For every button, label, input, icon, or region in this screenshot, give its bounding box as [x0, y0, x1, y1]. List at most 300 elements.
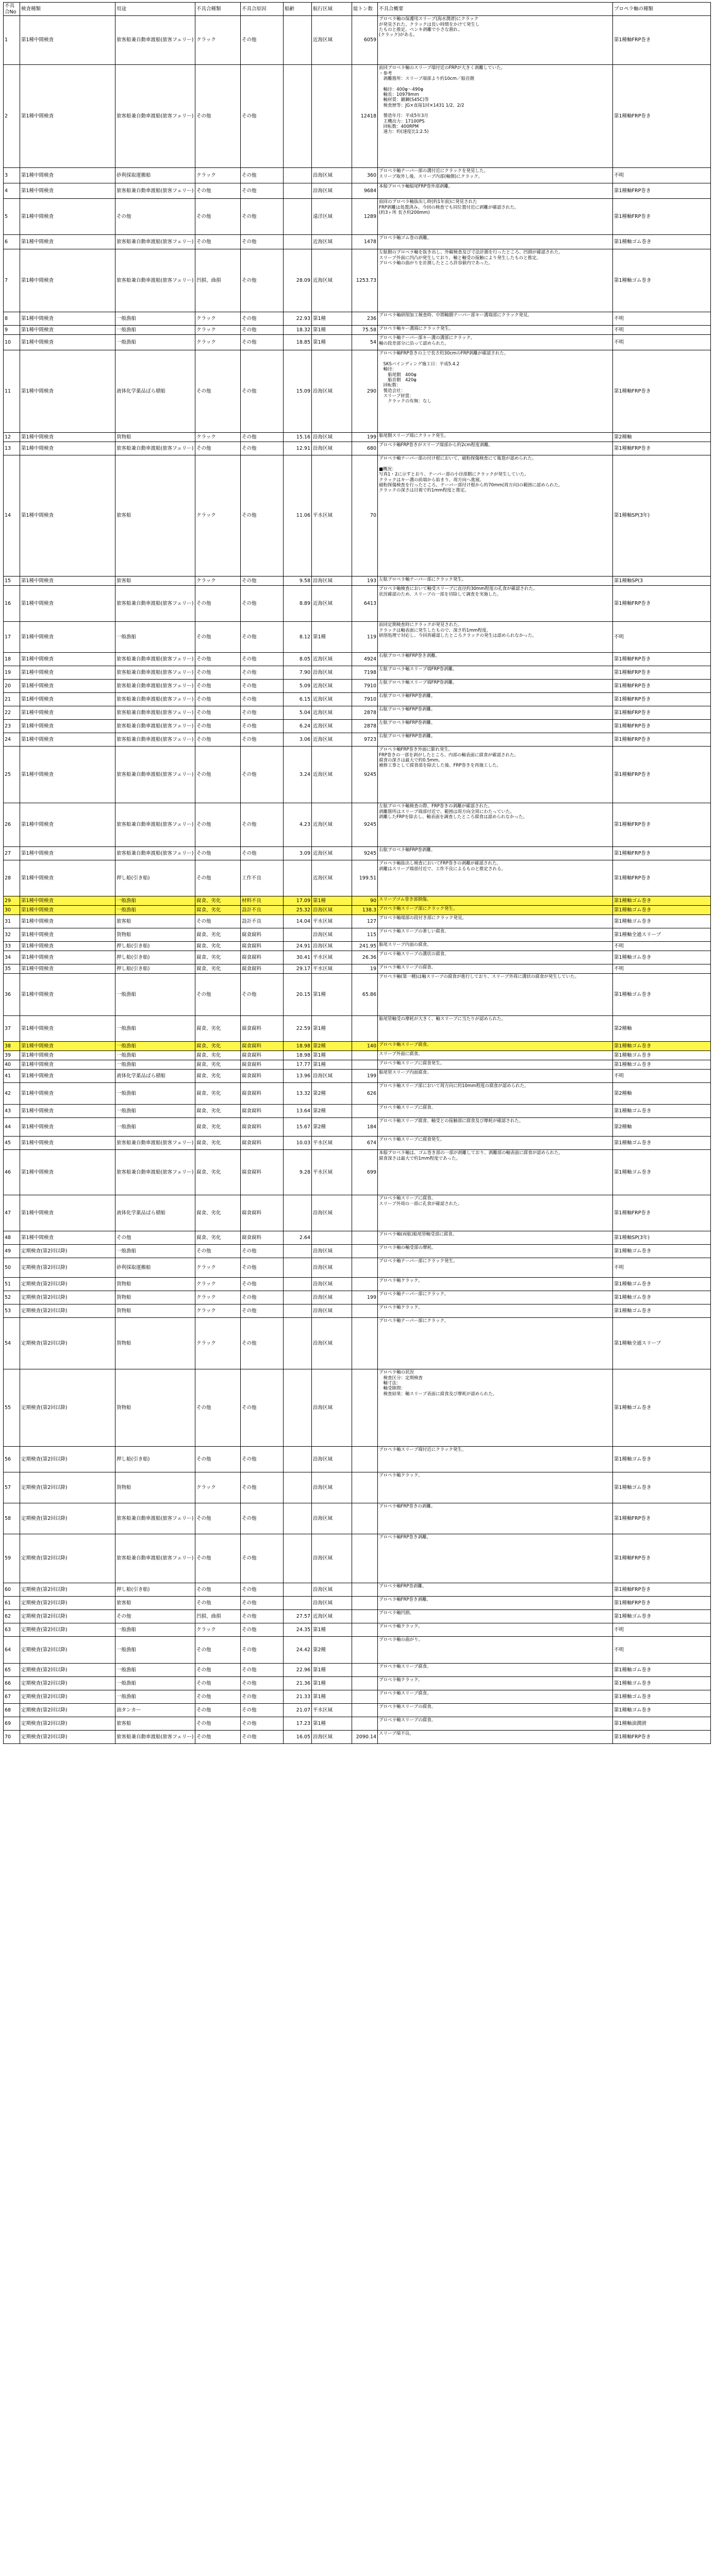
- cell-defect-summary: プロペラ軸FRP巻きの剥離。: [378, 1503, 613, 1534]
- table-row: [4, 1369, 711, 1447]
- cell-navigation-area: 第2種: [312, 1083, 352, 1105]
- cell-shaft-type: 第1種軸ゴム巻き: [613, 896, 711, 906]
- cell-no: 65: [4, 1664, 20, 1677]
- cell-defect-type: 腐食、劣化: [195, 964, 241, 974]
- cell-use: 液体化学薬品ばら積船: [115, 1070, 195, 1083]
- cell-gross-tonnage: 140: [352, 1042, 378, 1051]
- cell-defect-cause: その他: [241, 1623, 284, 1637]
- cell-navigation-area: 第2種: [312, 1118, 352, 1137]
- cell-ship-age: 21.33: [284, 1690, 312, 1704]
- table-row: [4, 1060, 711, 1070]
- cell-no: 4: [4, 183, 20, 199]
- cell-navigation-area: 第2種: [312, 1042, 352, 1051]
- cell-no: 2: [4, 65, 20, 168]
- table-row: [4, 706, 711, 720]
- cell-inspection-type: 第1種中間検査: [20, 706, 115, 720]
- table-row: [4, 326, 711, 335]
- cell-use: その他: [115, 1610, 195, 1623]
- cell-defect-summary: プロペラ軸FRP巻き剥離。: [378, 1534, 613, 1583]
- cell-inspection-type: 定期検査(第2回以降): [20, 1503, 115, 1534]
- cell-gross-tonnage: [352, 1245, 378, 1258]
- table-row: [4, 168, 711, 183]
- cell-defect-summary: プロペラ軸スリーブに腐食。: [378, 1105, 613, 1118]
- cell-no: 17: [4, 622, 20, 653]
- cell-use: 一般漁船: [115, 1245, 195, 1258]
- cell-defect-type: その他: [195, 720, 241, 733]
- cell-defect-type: 腐食、劣化: [195, 1118, 241, 1137]
- cell-use: 旅客船兼自動車渡船(旅客フェリー): [115, 586, 195, 622]
- cell-no: 56: [4, 1447, 20, 1472]
- cell-defect-type: クラック: [195, 1623, 241, 1637]
- cell-gross-tonnage: [352, 1677, 378, 1690]
- cell-navigation-area: 近海区域: [312, 733, 352, 747]
- cell-use: 一般漁船: [115, 1042, 195, 1051]
- cell-defect-type: その他: [195, 680, 241, 693]
- cell-defect-cause: その他: [241, 442, 284, 455]
- cell-gross-tonnage: 2878: [352, 720, 378, 733]
- cell-defect-summary: プロペラ軸FRP巻きの上で長さ約30cmのFRP剥離が確認された。 SKSバインディング施工日：平成5.4.2 軸径： 船尾側 400φ 船首側 420φ 回転数： 製造会社： スリーブ材質： クラックの有無：なし: [378, 350, 613, 433]
- cell-defect-summary: プロペラ軸テーパー部にクラック。: [378, 1291, 613, 1304]
- cell-navigation-area: 平水区域: [312, 964, 352, 974]
- cell-defect-summary: プロペラ軸ゴム巻の剥離。: [378, 235, 613, 249]
- cell-defect-cause: その他: [241, 1677, 284, 1690]
- cell-defect-type: クラック: [195, 1258, 241, 1278]
- cell-use: 押し船(引き船): [115, 964, 195, 974]
- cell-navigation-area: 沿海区域: [312, 1245, 352, 1258]
- cell-inspection-type: 第1種中間検査: [20, 455, 115, 577]
- cell-defect-type: その他: [195, 747, 241, 803]
- cell-ship-age: 15.09: [284, 350, 312, 433]
- cell-inspection-type: 第1種中間検査: [20, 803, 115, 847]
- cell-defect-cause: 腐食腐料: [241, 1231, 284, 1245]
- cell-use: 砂利採取運搬船: [115, 1258, 195, 1278]
- cell-shaft-type: 第1種軸ゴム巻き: [613, 1304, 711, 1318]
- cell-shaft-type: 不明: [613, 942, 711, 951]
- cell-defect-type: 腐食、劣化: [195, 1083, 241, 1105]
- cell-no: 10: [4, 335, 20, 350]
- cell-no: 55: [4, 1369, 20, 1447]
- cell-defect-cause: その他: [241, 733, 284, 747]
- cell-no: 57: [4, 1472, 20, 1503]
- cell-gross-tonnage: 6059: [352, 16, 378, 65]
- cell-ship-age: 24.42: [284, 1637, 312, 1664]
- cell-inspection-type: 定期検査(第2回以降): [20, 1704, 115, 1717]
- col-header-defect-type: 不具合種類: [195, 3, 241, 16]
- cell-defect-summary: 船尾管スリーブ内面腐食。: [378, 1070, 613, 1083]
- cell-defect-type: 凹損、曲損: [195, 249, 241, 312]
- cell-defect-type: 腐食、劣化: [195, 1137, 241, 1150]
- table-row: [4, 183, 711, 199]
- cell-ship-age: 11.06: [284, 455, 312, 577]
- cell-defect-cause: その他: [241, 183, 284, 199]
- cell-defect-summary: プロペラ軸の曲がり。: [378, 1637, 613, 1664]
- cell-inspection-type: 第1種中間検査: [20, 974, 115, 1016]
- cell-use: 貨物船: [115, 1291, 195, 1304]
- cell-ship-age: 12.91: [284, 442, 312, 455]
- cell-inspection-type: 第1種中間検査: [20, 577, 115, 586]
- cell-defect-cause: 腐食腐料: [241, 1150, 284, 1195]
- cell-shaft-type: 第1種軸ゴム巻き: [613, 1677, 711, 1690]
- cell-gross-tonnage: [352, 1704, 378, 1717]
- cell-defect-type: その他: [195, 199, 241, 235]
- cell-defect-cause: その他: [241, 622, 284, 653]
- cell-ship-age: [284, 1369, 312, 1447]
- cell-ship-age: [284, 1258, 312, 1278]
- cell-use: 貨物船: [115, 1369, 195, 1447]
- table-row: [4, 442, 711, 455]
- cell-ship-age: 3.24: [284, 747, 312, 803]
- cell-gross-tonnage: [352, 1503, 378, 1534]
- cell-use: 一般漁船: [115, 335, 195, 350]
- col-header-gross-tonnage: 総トン数: [352, 3, 378, 16]
- cell-defect-cause: 腐食腐料: [241, 1137, 284, 1150]
- col-header-use: 用途: [115, 3, 195, 16]
- cell-defect-cause: その他: [241, 199, 284, 235]
- cell-shaft-type: 第2種軸: [613, 1016, 711, 1042]
- cell-ship-age: 14.04: [284, 915, 312, 928]
- cell-defect-type: 腐食、劣化: [195, 1070, 241, 1083]
- cell-no: 60: [4, 1583, 20, 1597]
- table-row: [4, 928, 711, 942]
- cell-defect-type: その他: [195, 1245, 241, 1258]
- cell-defect-cause: その他: [241, 1258, 284, 1278]
- cell-inspection-type: 第1種中間検査: [20, 168, 115, 183]
- cell-defect-summary: プロペラ軸スリーブの著しい腐食。: [378, 928, 613, 942]
- cell-no: 15: [4, 577, 20, 586]
- cell-navigation-area: 沿海区域: [312, 1258, 352, 1278]
- table-row: [4, 433, 711, 442]
- cell-ship-age: 6.15: [284, 693, 312, 706]
- cell-defect-summary: プロペラ軸の状況 検査区分：定期検査 軸寸法： 軸受隙間： 検査結果：軸スリーブ表面に腐食及び摩耗が認められた。: [378, 1369, 613, 1447]
- cell-ship-age: 13.32: [284, 1083, 312, 1105]
- cell-no: 26: [4, 803, 20, 847]
- cell-ship-age: [284, 860, 312, 896]
- cell-gross-tonnage: [352, 1610, 378, 1623]
- cell-gross-tonnage: [352, 1623, 378, 1637]
- cell-no: 9: [4, 326, 20, 335]
- cell-ship-age: 30.41: [284, 951, 312, 964]
- table-row: [4, 1664, 711, 1677]
- cell-use: 一般漁船: [115, 974, 195, 1016]
- cell-defect-cause: その他: [241, 653, 284, 666]
- cell-gross-tonnage: 199: [352, 1291, 378, 1304]
- cell-use: 旅客船兼自動車渡船(旅客フェリー): [115, 666, 195, 680]
- table-row: [4, 847, 711, 860]
- cell-defect-cause: その他: [241, 1245, 284, 1258]
- cell-navigation-area: 沿海区域: [312, 1195, 352, 1231]
- cell-defect-type: クラック: [195, 1472, 241, 1503]
- cell-defect-cause: 腐食腐料: [241, 1070, 284, 1083]
- cell-defect-type: クラック: [195, 433, 241, 442]
- cell-no: 11: [4, 350, 20, 433]
- cell-ship-age: 8.89: [284, 586, 312, 622]
- cell-ship-age: 6.24: [284, 720, 312, 733]
- cell-ship-age: 25.32: [284, 906, 312, 915]
- table-row: [4, 577, 711, 586]
- cell-defect-summary: 右舷プロペラ軸FRP巻剥離。: [378, 706, 613, 720]
- cell-defect-summary: プロペラ軸テーパー部キー溝の溝部にクラック。 軸の段差部分に沿って認められた。: [378, 335, 613, 350]
- cell-inspection-type: 定期検査(第2回以降): [20, 1304, 115, 1318]
- cell-shaft-type: 第1種軸ゴム巻き: [613, 1610, 711, 1623]
- cell-defect-summary: プロペラ軸研削加工検査時、中間軸側テーパー部キー溝端部にクラック発見。: [378, 312, 613, 326]
- cell-shaft-type: 不明: [613, 168, 711, 183]
- cell-inspection-type: 第1種中間検査: [20, 1042, 115, 1051]
- cell-use: 一般漁船: [115, 896, 195, 906]
- cell-navigation-area: 近海区域: [312, 1610, 352, 1623]
- cell-navigation-area: 平水区域: [312, 915, 352, 928]
- cell-gross-tonnage: 7198: [352, 666, 378, 680]
- cell-inspection-type: 第1種中間検査: [20, 1016, 115, 1042]
- cell-defect-cause: その他: [241, 249, 284, 312]
- cell-shaft-type: 第1種軸FRP巻き: [613, 442, 711, 455]
- cell-no: 47: [4, 1195, 20, 1231]
- cell-inspection-type: 第1種中間検査: [20, 16, 115, 65]
- cell-no: 31: [4, 915, 20, 928]
- cell-inspection-type: 第1種中間検査: [20, 733, 115, 747]
- cell-defect-type: その他: [195, 693, 241, 706]
- cell-shaft-type: 第1種軸ゴム巻き: [613, 249, 711, 312]
- cell-defect-cause: その他: [241, 586, 284, 622]
- cell-use: 旅客船兼自動車渡船(旅客フェリー): [115, 1137, 195, 1150]
- cell-defect-summary: 右舷プロペラ軸FRP巻き剥離。: [378, 653, 613, 666]
- cell-ship-age: 20.15: [284, 974, 312, 1016]
- cell-defect-summary: プロペラ軸クラック。: [378, 1677, 613, 1690]
- cell-defect-type: 凹損、曲損: [195, 1610, 241, 1623]
- cell-navigation-area: 沿海区域: [312, 1583, 352, 1597]
- table-row: [4, 733, 711, 747]
- cell-defect-type: クラック: [195, 168, 241, 183]
- cell-ship-age: 22.59: [284, 1016, 312, 1042]
- cell-defect-summary: プロペラ軸スリーブの腐食。: [378, 1704, 613, 1717]
- cell-defect-summary: 左舷プロペラ軸検査の際、FRP巻きの剥離が確認された。 剥離箇所はスリーブ端部付近で、範囲は周方向全周にわたっていた。 剥離したFRPを除去し、軸表面を調査したところ腐食は認められなかった。: [378, 803, 613, 847]
- cell-navigation-area: 沿海区域: [312, 1318, 352, 1369]
- cell-defect-summary: プロペラ軸(両舷)船尾管軸受部に腐食。: [378, 1231, 613, 1245]
- cell-defect-type: 腐食、劣化: [195, 942, 241, 951]
- cell-inspection-type: 第1種中間検査: [20, 1105, 115, 1118]
- cell-defect-summary: 右舷プロペラ軸FRP巻剥離。: [378, 693, 613, 706]
- cell-inspection-type: 定期検査(第2回以降): [20, 1258, 115, 1278]
- table-row: [4, 312, 711, 326]
- cell-inspection-type: 第1種中間検査: [20, 915, 115, 928]
- cell-shaft-type: 第1種軸ゴム巻き: [613, 906, 711, 915]
- cell-defect-type: 腐食、劣化: [195, 1231, 241, 1245]
- cell-use: 旅客船兼自動車渡船(旅客フェリー): [115, 847, 195, 860]
- cell-defect-type: クラック: [195, 1291, 241, 1304]
- cell-navigation-area: 沿海区域: [312, 350, 352, 433]
- table-row: [4, 1534, 711, 1583]
- cell-use: 一般漁船: [115, 1051, 195, 1060]
- cell-gross-tonnage: [352, 1717, 378, 1731]
- table-row: [4, 1637, 711, 1664]
- cell-inspection-type: 第1種中間検査: [20, 1083, 115, 1105]
- cell-shaft-type: 第1種軸ゴム巻き: [613, 951, 711, 964]
- cell-gross-tonnage: 241.95: [352, 942, 378, 951]
- defect-table: [3, 2, 711, 1744]
- cell-defect-summary: プロペラ軸スリーブ部にクラック発生。: [378, 906, 613, 915]
- table-row: [4, 1070, 711, 1083]
- cell-defect-type: その他: [195, 860, 241, 896]
- cell-use: 一般漁船: [115, 622, 195, 653]
- cell-shaft-type: 第1種軸FRP巻き: [613, 65, 711, 168]
- cell-defect-cause: 腐食腐料: [241, 928, 284, 942]
- cell-navigation-area: 沿海区域: [312, 1534, 352, 1583]
- cell-defect-type: その他: [195, 847, 241, 860]
- table-row: [4, 1137, 711, 1150]
- cell-no: 19: [4, 666, 20, 680]
- cell-use: 旅客船兼自動車渡船(旅客フェリー): [115, 235, 195, 249]
- cell-gross-tonnage: 626: [352, 1083, 378, 1105]
- cell-shaft-type: 第1種軸FRP巻き: [613, 706, 711, 720]
- cell-ship-age: 10.03: [284, 1137, 312, 1150]
- cell-no: 32: [4, 928, 20, 942]
- cell-use: 旅客船兼自動車渡船(旅客フェリー): [115, 720, 195, 733]
- cell-use: 旅客船兼自動車渡船(旅客フェリー): [115, 16, 195, 65]
- cell-inspection-type: 第1種中間検査: [20, 442, 115, 455]
- cell-gross-tonnage: 674: [352, 1137, 378, 1150]
- table-row: [4, 860, 711, 896]
- cell-use: 一般漁船: [115, 1677, 195, 1690]
- cell-defect-type: クラック: [195, 455, 241, 577]
- cell-shaft-type: 第1種軸ゴム巻き: [613, 1060, 711, 1070]
- cell-ship-age: 29.17: [284, 964, 312, 974]
- cell-defect-summary: スリーブゴム巻き部損傷。: [378, 896, 613, 906]
- cell-ship-age: 28.09: [284, 249, 312, 312]
- cell-navigation-area: 近海区域: [312, 847, 352, 860]
- cell-defect-cause: その他: [241, 350, 284, 433]
- cell-no: 53: [4, 1304, 20, 1318]
- cell-no: 40: [4, 1060, 20, 1070]
- cell-navigation-area: [312, 65, 352, 168]
- cell-ship-age: [284, 1583, 312, 1597]
- cell-gross-tonnage: 6413: [352, 586, 378, 622]
- cell-defect-summary: プロペラ軸スリーブ腐食。: [378, 1690, 613, 1704]
- cell-use: その他: [115, 1231, 195, 1245]
- table-row: [4, 1623, 711, 1637]
- cell-defect-cause: その他: [241, 1717, 284, 1731]
- cell-inspection-type: 第1種中間検査: [20, 747, 115, 803]
- cell-shaft-type: 第1種軸FRP巻き: [613, 1597, 711, 1610]
- cell-defect-cause: 工作不良: [241, 860, 284, 896]
- cell-no: 30: [4, 906, 20, 915]
- cell-use: 旅客船兼自動車渡船(旅客フェリー): [115, 733, 195, 747]
- cell-inspection-type: 第1種中間検査: [20, 433, 115, 442]
- cell-ship-age: [284, 1278, 312, 1291]
- cell-navigation-area: 沿海区域: [312, 577, 352, 586]
- cell-inspection-type: 定期検査(第2回以降): [20, 1472, 115, 1503]
- cell-no: 49: [4, 1245, 20, 1258]
- cell-shaft-type: 第1種軸油潤滑: [613, 1717, 711, 1731]
- cell-no: 37: [4, 1016, 20, 1042]
- table-row: [4, 1278, 711, 1291]
- cell-shaft-type: 不明: [613, 1637, 711, 1664]
- cell-defect-type: その他: [195, 1731, 241, 1744]
- table-row: [4, 974, 711, 1016]
- cell-defect-cause: その他: [241, 666, 284, 680]
- cell-ship-age: [284, 1195, 312, 1231]
- cell-navigation-area: 近海区域: [312, 680, 352, 693]
- cell-gross-tonnage: 138.3: [352, 906, 378, 915]
- cell-defect-cause: その他: [241, 1664, 284, 1677]
- cell-navigation-area: 近海区域: [312, 803, 352, 847]
- table-row: [4, 747, 711, 803]
- cell-defect-summary: プロペラ軸凹損。: [378, 1610, 613, 1623]
- cell-use: 押し船(引き船): [115, 1447, 195, 1472]
- cell-no: 21: [4, 693, 20, 706]
- cell-inspection-type: 第1種中間検査: [20, 326, 115, 335]
- cell-defect-cause: その他: [241, 235, 284, 249]
- cell-ship-age: 8.12: [284, 622, 312, 653]
- cell-no: 48: [4, 1231, 20, 1245]
- cell-shaft-type: 第1種軸FRP巻き: [613, 1534, 711, 1583]
- table-row: [4, 942, 711, 951]
- cell-navigation-area: 平水区域: [312, 951, 352, 964]
- cell-use: 押し船(引き船): [115, 942, 195, 951]
- cell-inspection-type: 定期検査(第2回以降): [20, 1447, 115, 1472]
- cell-navigation-area: 沿海区域: [312, 168, 352, 183]
- cell-inspection-type: 第1種中間検査: [20, 1231, 115, 1245]
- cell-shaft-type: 第2種軸: [613, 433, 711, 442]
- table-row: [4, 249, 711, 312]
- cell-gross-tonnage: 2878: [352, 706, 378, 720]
- col-header-shaft-type: プロペラ軸の種類: [613, 3, 711, 16]
- cell-defect-cause: その他: [241, 747, 284, 803]
- cell-defect-cause: その他: [241, 433, 284, 442]
- cell-ship-age: 9.28: [284, 1150, 312, 1195]
- cell-defect-cause: その他: [241, 847, 284, 860]
- cell-inspection-type: 第1種中間検査: [20, 1118, 115, 1137]
- cell-defect-type: その他: [195, 235, 241, 249]
- cell-use: その他: [115, 199, 195, 235]
- cell-gross-tonnage: 12418: [352, 65, 378, 168]
- cell-no: 36: [4, 974, 20, 1016]
- cell-no: 67: [4, 1690, 20, 1704]
- cell-navigation-area: 沿海区域: [312, 1304, 352, 1318]
- cell-defect-summary: プロペラ軸スリーブに腐食発生。: [378, 1137, 613, 1150]
- cell-defect-cause: その他: [241, 1447, 284, 1472]
- cell-gross-tonnage: 9684: [352, 183, 378, 199]
- table-row: [4, 1583, 711, 1597]
- cell-no: 44: [4, 1118, 20, 1137]
- cell-gross-tonnage: 115: [352, 928, 378, 942]
- cell-defect-cause: その他: [241, 1690, 284, 1704]
- cell-inspection-type: 定期検査(第2回以降): [20, 1245, 115, 1258]
- cell-no: 29: [4, 896, 20, 906]
- cell-no: 5: [4, 199, 20, 235]
- cell-defect-summary: プロペラ軸クラック。: [378, 1472, 613, 1503]
- cell-inspection-type: 第1種中間検査: [20, 622, 115, 653]
- table-row: [4, 1472, 711, 1503]
- cell-defect-summary: プロペラ軸スリーブ腐食。: [378, 1042, 613, 1051]
- cell-no: 22: [4, 706, 20, 720]
- cell-inspection-type: 第1種中間検査: [20, 1150, 115, 1195]
- cell-defect-summary: 左舷プロペラ軸テーパー部にクラック発生。: [378, 577, 613, 586]
- cell-defect-summary: 前回プロペラ軸のスリーブ端付近のFRPが大きく剥離していた。 ・参考 剥離箇所：スリーブ端部より約10cm／船首側 軸径：400φ～490φ 軸長：10979mm 軸材質：鍛鋼(S45C)等 検査歴等：JG×直接1回×1431 1/2、2/2 製造年月：平成5年3月 主機出力：17100PS 回転数：400RPM 速力：約(速度比1:2.5): [378, 65, 613, 168]
- cell-defect-summary: プロペラ軸スリーブ腐食。: [378, 1664, 613, 1677]
- cell-no: 59: [4, 1534, 20, 1583]
- cell-shaft-type: 第1種軸FRP巻き: [613, 747, 711, 803]
- cell-defect-type: その他: [195, 622, 241, 653]
- cell-no: 52: [4, 1291, 20, 1304]
- cell-defect-summary: プロペラ軸FRP巻剥離。: [378, 1583, 613, 1597]
- cell-inspection-type: 定期検査(第2回以降): [20, 1623, 115, 1637]
- cell-defect-summary: 船尾管軸受の摩耗が大きく、軸スリーブに当たりが認められた。: [378, 1016, 613, 1042]
- cell-defect-cause: その他: [241, 706, 284, 720]
- cell-defect-summary: プロペラ軸の保護用スリーブ(海水潤滑)にクラック が発見された。クラックは長い時間をかけて発生し たものと推定。ペンキ剥離で小さな割れ、 (クラック)がある。: [378, 16, 613, 65]
- cell-ship-age: 15.16: [284, 433, 312, 442]
- cell-defect-type: クラック: [195, 1304, 241, 1318]
- cell-use: 貨物船: [115, 928, 195, 942]
- cell-defect-type: クラック: [195, 335, 241, 350]
